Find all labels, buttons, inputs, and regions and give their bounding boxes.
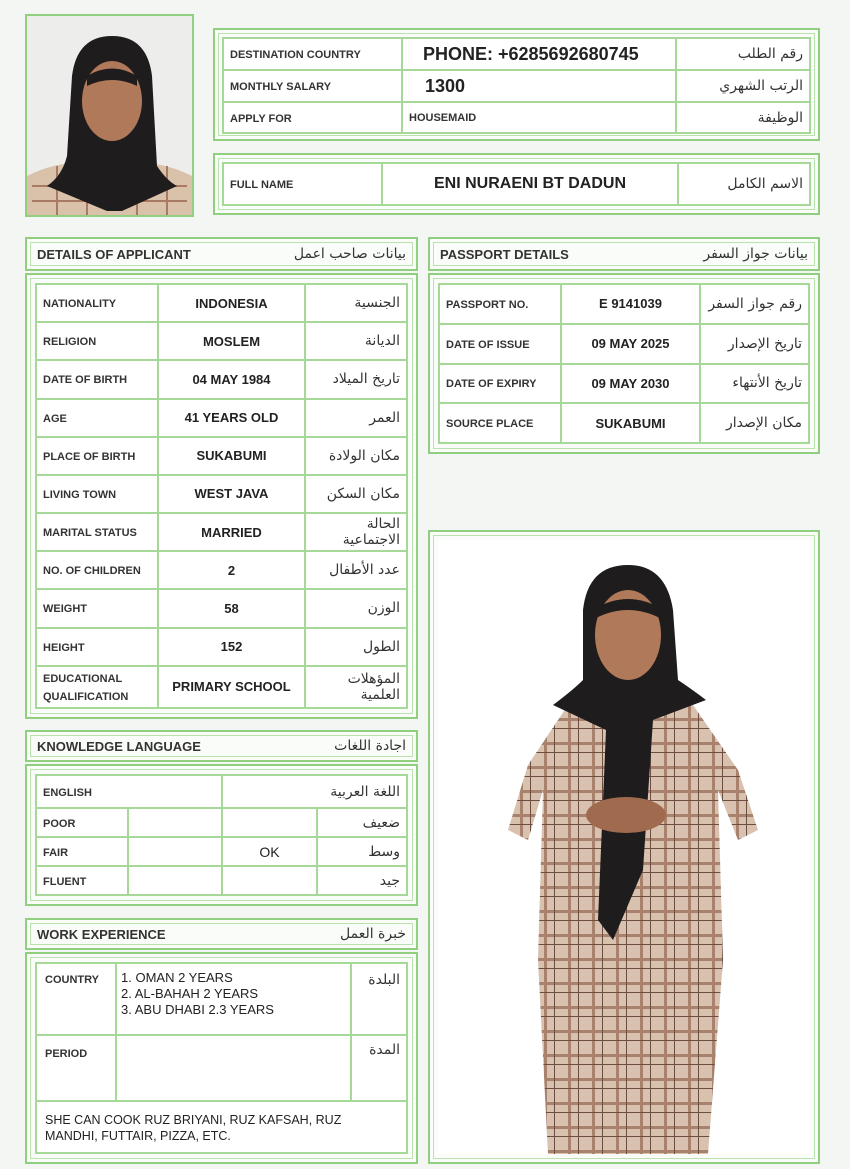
passport-title: PASSPORT DETAILS [440, 246, 569, 262]
country-label-cell [37, 964, 117, 1032]
passport-row-ar: مكان الإصدار [700, 403, 809, 443]
applicant-row [36, 437, 407, 475]
applicant-row [36, 589, 407, 627]
passport-row-label-cell [439, 364, 561, 404]
applicant-row-label: AGE [43, 412, 67, 425]
language-row [36, 837, 407, 866]
monthly-salary-value: 1300 [402, 70, 676, 102]
applicant-row-value: WEST JAVA [158, 475, 305, 513]
applicant-row-value: SUKABUMI [158, 437, 305, 475]
work-countries-list [121, 970, 351, 1032]
applicant-row-value: 152 [158, 628, 305, 666]
work-title: WORK EXPERIENCE [37, 926, 166, 942]
applicant-row [36, 666, 407, 708]
full-name-label: FULL NAME [230, 179, 294, 191]
work-title-ar: خبرة العمل [340, 926, 406, 942]
country-ar: البلدة [368, 972, 400, 988]
applicant-row-ar: الحالة الاجتماعية [305, 513, 407, 551]
apply-for-label: APPLY FOR [230, 112, 292, 125]
applicant-row-label-cell [36, 628, 158, 666]
applicant-row [36, 551, 407, 589]
destination-country-label: DESTINATION COUNTRY [230, 49, 361, 61]
work-country-item: 1. OMAN 2 YEARS [121, 970, 233, 985]
passport-row [439, 284, 809, 324]
applicant-row-ar: مكان الولادة [305, 437, 407, 475]
work-country-item: 2. AL-BAHAH 2 YEARS [121, 986, 259, 1001]
applicant-row-value: PRIMARY SCHOOL [158, 666, 305, 708]
language-table [35, 774, 408, 896]
language-row-label-cell [36, 837, 128, 866]
full-name-table [222, 162, 811, 206]
applicant-row-value: 04 MAY 1984 [158, 360, 305, 398]
language-row-label: FAIR [43, 846, 69, 859]
applicant-row [36, 513, 407, 551]
full-name-value: ENI NURAENI BT DADUN [382, 163, 678, 205]
period-label-cell [37, 1036, 117, 1100]
language-row-ar: ضعيف [317, 808, 407, 837]
header-info-box [213, 28, 820, 141]
language-row-blank [128, 808, 222, 837]
passport-row-value: E 9141039 [561, 284, 700, 324]
applicant-row-label: DATE OF BIRTH [43, 374, 128, 387]
period-label: PERIOD [45, 1048, 88, 1060]
work-experience-box [25, 952, 418, 1164]
passport-row-label: DATE OF EXPIRY [446, 378, 537, 391]
applicant-row-ar: العمر [305, 399, 407, 437]
applicant-row [36, 399, 407, 437]
passport-row-ar: رقم جواز السفر [700, 284, 809, 324]
passport-title-ar: بيانات جواز السفر [703, 246, 808, 262]
applicant-row-label: EDUCATIONAL QUALIFICATION [43, 672, 129, 703]
language-row-value [222, 866, 317, 895]
applicant-row-label-cell [36, 360, 158, 398]
applicant-details-table [35, 283, 408, 709]
cooking-note: SHE CAN COOK RUZ BRIYANI, RUZ KAFSAH, RUZ MANDHI, FUTTAIR, PIZZA, ETC. [45, 1113, 342, 1143]
language-row [36, 808, 407, 837]
passport-details-table [438, 283, 810, 444]
applicant-row-ar: الوزن [305, 589, 407, 627]
applicant-row-label: WEIGHT [43, 603, 87, 616]
full-body-photo [428, 530, 820, 1164]
language-row-label-cell [36, 808, 128, 837]
applicant-row-value: 58 [158, 589, 305, 627]
passport-row-label: SOURCE PLACE [446, 418, 534, 431]
passport-row-ar: تاريخ الإصدار [700, 324, 809, 364]
phone-value: PHONE: +6285692680745 [402, 38, 676, 70]
applicant-row-label: RELIGION [43, 336, 97, 349]
applicant-row-value: 41 YEARS OLD [158, 399, 305, 437]
applicant-row [36, 475, 407, 513]
full-body-image [438, 540, 810, 1154]
language-row-value [222, 808, 317, 837]
passport-row-label-cell [439, 324, 561, 364]
language-row-ar: وسط [317, 837, 407, 866]
applicant-row-label: HEIGHT [43, 641, 85, 654]
full-name-ar: الاسم الكامل [678, 163, 810, 205]
applicant-row-value: MOSLEM [158, 322, 305, 360]
applicant-row-value: INDONESIA [158, 284, 305, 322]
passport-section-header [428, 237, 820, 271]
applicant-row-label-cell [36, 551, 158, 589]
applicant-row-value: 2 [158, 551, 305, 589]
passport-row-ar: تاريخ الأنتهاء [700, 364, 809, 404]
passport-row-label: PASSPORT NO. [446, 298, 529, 311]
applicant-row [36, 628, 407, 666]
passport-row-value: SUKABUMI [561, 403, 700, 443]
applicant-row [36, 284, 407, 322]
work-section-header [25, 918, 418, 950]
monthly-salary-label: MONTHLY SALARY [230, 81, 332, 93]
apply-for-ar: الوظيفة [676, 102, 810, 133]
applicant-row-label: LIVING TOWN [43, 488, 117, 501]
applicant-row-ar: عدد الأطفال [305, 551, 407, 589]
applicant-row-label-cell [36, 399, 158, 437]
applicant-row-label: NATIONALITY [43, 298, 117, 311]
arabic-label: اللغة العربية [222, 775, 407, 808]
passport-row-label-cell [439, 403, 561, 443]
applicant-title: DETAILS OF APPLICANT [37, 246, 191, 262]
applicant-row-label-cell [36, 475, 158, 513]
passport-row [439, 364, 809, 404]
header-info-table [222, 37, 811, 134]
language-title-ar: اجادة اللغات [334, 738, 406, 754]
applicant-section-header [25, 237, 418, 271]
applicant-row-label-cell [36, 513, 158, 551]
monthly-salary-ar: الرتب الشهري [676, 70, 810, 102]
applicant-row-label-cell [36, 322, 158, 360]
applicant-row-label-cell [36, 284, 158, 322]
full-name-box [213, 153, 820, 215]
applicant-details-box [25, 273, 418, 719]
applicant-row-ar: مكان السكن [305, 475, 407, 513]
applicant-row-ar: الديانة [305, 322, 407, 360]
applicant-row-label: MARITAL STATUS [43, 527, 137, 540]
applicant-row [36, 322, 407, 360]
passport-row [439, 324, 809, 364]
applicant-row-label: NO. OF CHILDREN [43, 565, 141, 578]
passport-row-value: 09 MAY 2030 [561, 364, 700, 404]
language-row-label: POOR [43, 817, 76, 830]
language-row-blank [128, 837, 222, 866]
language-title: KNOWLEDGE LANGUAGE [37, 738, 201, 754]
passport-row-label-cell [439, 284, 561, 324]
country-label: COUNTRY [45, 974, 99, 986]
language-box [25, 764, 418, 906]
applicant-row-label: PLACE OF BIRTH [43, 450, 136, 463]
applicant-row-label-cell [36, 437, 158, 475]
english-label: ENGLISH [43, 786, 92, 799]
language-row-blank [128, 866, 222, 895]
applicant-row-ar: تاريخ الميلاد [305, 360, 407, 398]
language-row-value: OK [222, 837, 317, 866]
period-ar: المدة [369, 1042, 400, 1058]
portrait-photo [25, 14, 194, 217]
passport-row [439, 403, 809, 443]
applicant-row-label-cell [36, 589, 158, 627]
work-country-item: 3. ABU DHABI 2.3 YEARS [121, 1002, 274, 1017]
passport-row-value: 09 MAY 2025 [561, 324, 700, 364]
portrait-image [27, 16, 192, 215]
passport-row-label: DATE OF ISSUE [446, 338, 530, 351]
applicant-row-ar: الجنسية [305, 284, 407, 322]
language-row [36, 866, 407, 895]
passport-details-box [428, 273, 820, 454]
applicant-row [36, 360, 407, 398]
applicant-row-label-cell [36, 666, 158, 708]
language-row-label-cell [36, 866, 128, 895]
applicant-row-value: MARRIED [158, 513, 305, 551]
language-row-label: FLUENT [43, 875, 87, 888]
language-section-header [25, 730, 418, 762]
destination-country-ar: رقم الطلب [676, 38, 810, 70]
applicant-title-ar: بيانات صاحب اعمل [293, 246, 406, 262]
applicant-row-ar: الطول [305, 628, 407, 666]
language-row-ar: جيد [317, 866, 407, 895]
apply-for-value: HOUSEMAID [402, 102, 676, 133]
applicant-row-ar: المؤهلات العلمية [305, 666, 407, 708]
